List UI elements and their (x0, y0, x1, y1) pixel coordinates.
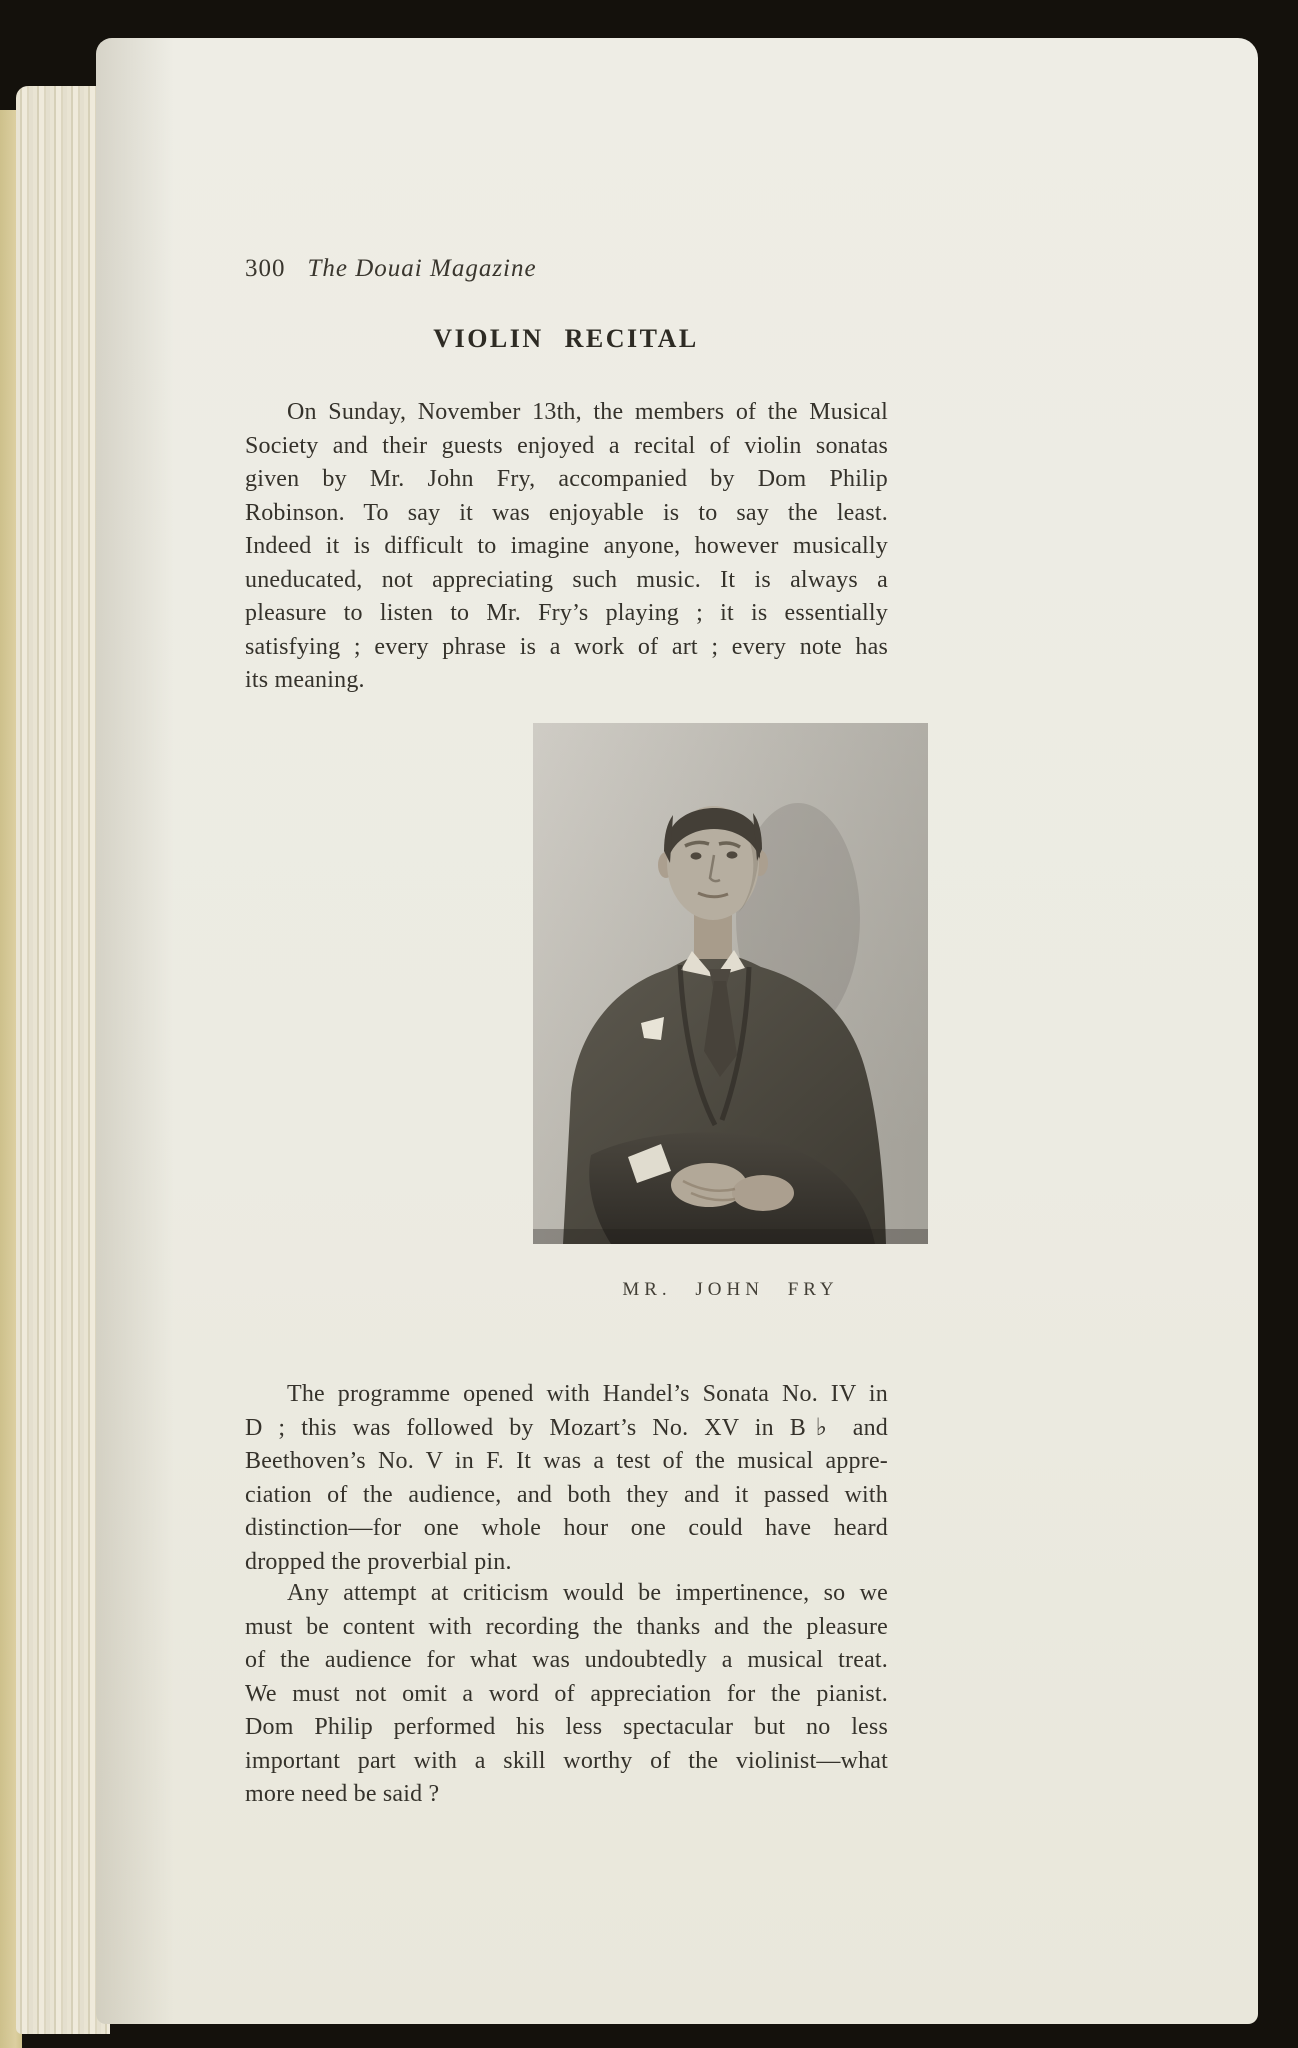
text-line: pleasure to listen to Mr. Fry’s playing ; it is essentially (245, 600, 888, 626)
magazine-page (96, 38, 1258, 2024)
paragraph-2 (245, 1378, 888, 1579)
article-title: VIOLIN RECITAL (433, 324, 699, 353)
text-line: important part with a skill worthy of the violinist—what (245, 1747, 888, 1774)
text-line: The programme opened with Handel’s Sonata No. IV in (287, 1381, 888, 1407)
text-line: uneducated, not appreciating such music. It is always a (245, 566, 888, 593)
page-number: 300 (245, 255, 286, 282)
text-line: ciation of the audience, and both they and it passed with (245, 1481, 888, 1508)
text-line: its meaning. (245, 667, 365, 693)
gutter-shadow (96, 38, 174, 2024)
text-line: Robinson. To say it was enjoyable is to say the least. (245, 499, 888, 526)
text-line: more need be said ? (245, 1781, 440, 1807)
portrait-photo (533, 723, 928, 1244)
text-line: Dom Philip performed his less spectacular but no less (245, 1714, 888, 1740)
paragraph-3 (245, 1577, 888, 1812)
text-line: Any attempt at criticism would be impertinence, so we (287, 1580, 888, 1606)
photo-illustration (533, 723, 928, 1244)
text-line: dropped the proverbial pin. (245, 1548, 512, 1575)
running-header (245, 255, 887, 283)
text-line: D ; this was followed by Mozart’s No. XV in B♭ and (245, 1414, 888, 1441)
text-line: Beethoven’s No. V in F. It was a test of the musical appre- (245, 1448, 888, 1474)
text-line: given by Mr. John Fry, accompanied by Dom Philip (245, 466, 888, 492)
text-line: On Sunday, November 13th, the members of the Musical (287, 399, 888, 425)
paragraph-1 (245, 396, 888, 698)
magazine-title: The Douai Magazine (307, 255, 537, 282)
text-line: Indeed it is difficult to imagine anyone, however musically (245, 533, 888, 559)
text-line: Society and their guests enjoyed a recital of violin sonatas (245, 432, 888, 459)
text-line: distinction—for one whole hour one could have heard (245, 1515, 888, 1541)
text-line: satisfying ; every phrase is a work of art ; every note has (245, 633, 888, 660)
photo-caption: MR. JOHN FRY (622, 1279, 839, 1300)
text-line: of the audience for what was undoubtedly a musical treat. (245, 1647, 888, 1673)
text-line: must be content with recording the thanks and the pleasure (245, 1613, 888, 1640)
text-line: We must not omit a word of appreciation for the pianist. (245, 1680, 888, 1707)
